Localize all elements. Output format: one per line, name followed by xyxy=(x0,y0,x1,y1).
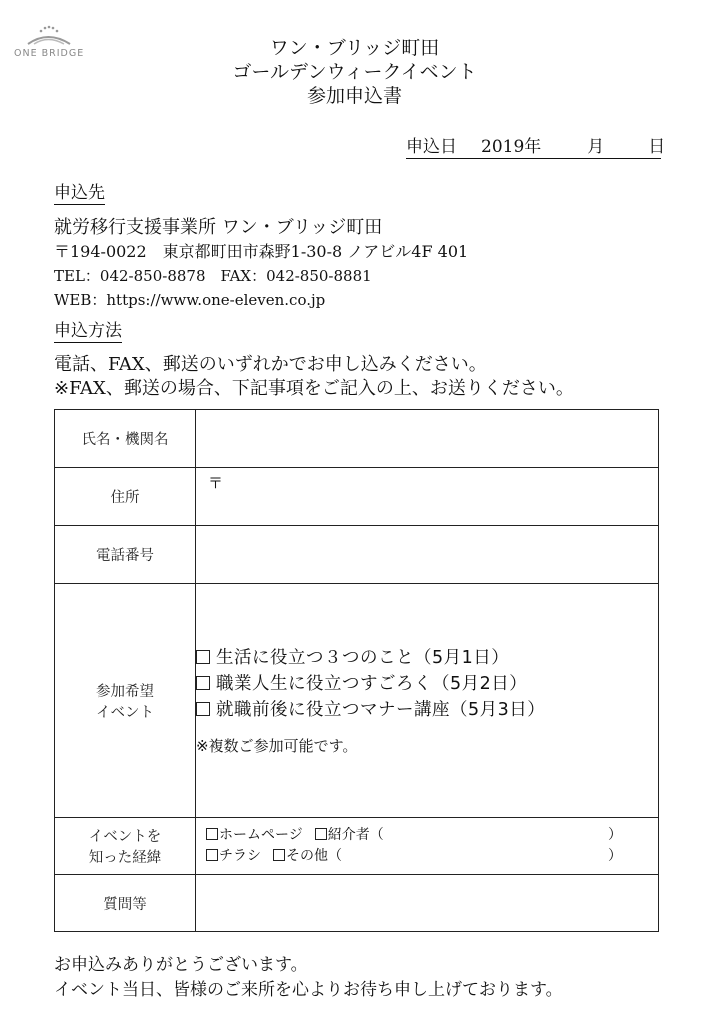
destination-address: 〒194-0022 東京都町田市森野1-30-8 ノアビル4F 401 xyxy=(54,242,469,261)
application-form-table xyxy=(54,409,659,932)
footer-line-2: イベント当日、皆様のご来所を心よりお待ち申し上げております。 xyxy=(54,980,563,1000)
source-row-1 xyxy=(196,825,658,846)
checkbox-flyer[interactable] xyxy=(206,849,218,861)
application-date xyxy=(406,132,666,159)
destination-tel-fax: TEL：042-850-8878 FAX：042-850-8881 xyxy=(54,267,372,285)
source-label-line-1: イベントを xyxy=(88,829,162,845)
method-line-1: 電話、FAX、郵送のいずれかでお申し込みください。 xyxy=(54,354,487,375)
events-cell xyxy=(196,584,659,818)
questions-field[interactable] xyxy=(196,875,659,932)
form-row-name xyxy=(55,410,659,468)
destination-name: 就労移行支援事業所 ワン・ブリッジ町田 xyxy=(54,217,383,238)
checkbox[interactable] xyxy=(196,702,210,716)
source-cell xyxy=(196,818,659,875)
events-note: ※複数ご参加可能です。 xyxy=(196,737,358,755)
phone-field[interactable] xyxy=(196,526,659,584)
source-label-line-2: 知った経緯 xyxy=(88,850,162,866)
form-row-questions xyxy=(55,875,659,932)
source-other: その他（ xyxy=(286,848,342,864)
source-row-2 xyxy=(196,846,658,867)
date-label: 申込日 xyxy=(406,137,457,157)
title-line-2: ゴールデンウィークイベント xyxy=(232,61,477,83)
form-row-source xyxy=(55,818,659,875)
event-option-2[interactable]: 職業人生に役立つすごろく（5月2日） xyxy=(196,671,658,697)
destination-heading: 申込先 xyxy=(54,183,105,203)
source-homepage: ホームページ xyxy=(219,827,303,843)
title-line-3: 参加申込書 xyxy=(306,85,402,107)
method-line-2: ※FAX、郵送の場合、下記事項をご記入の上、お送りください。 xyxy=(54,378,574,399)
name-field[interactable] xyxy=(196,410,659,468)
source-referrer: 紹介者（ xyxy=(327,827,384,843)
phone-label: 電話番号 xyxy=(55,526,196,584)
name-label: 氏名・機関名 xyxy=(55,410,196,468)
event-label xyxy=(55,584,196,818)
footer-line-1: お申込みありがとうございます。 xyxy=(54,955,308,975)
date-year: 2019年 xyxy=(481,137,542,157)
questions-label: 質問等 xyxy=(55,875,196,932)
form-row-events xyxy=(55,584,659,818)
event-option-1[interactable]: 生活に役立つ３つのこと（5月1日） xyxy=(196,645,658,671)
checkbox[interactable] xyxy=(196,650,210,664)
title-line-1: ワン・ブリッジ町田 xyxy=(269,37,440,59)
source-flyer: チラシ xyxy=(219,848,261,864)
form-row-address xyxy=(55,468,659,526)
logo-text: ONE BRIDGE xyxy=(14,48,85,59)
postal-mark: 〒 xyxy=(208,474,224,492)
source-label xyxy=(55,818,196,875)
destination-web: WEB：https://www.one-eleven.co.jp xyxy=(54,291,326,309)
date-day: 日 xyxy=(648,137,666,157)
address-label: 住所 xyxy=(55,468,196,526)
checkbox[interactable] xyxy=(196,676,210,690)
form-row-phone xyxy=(55,526,659,584)
event-option-3[interactable]: 就職前後に役立つマナー講座（5月3日） xyxy=(196,697,658,723)
close-paren: ） xyxy=(608,827,622,843)
date-month: 月 xyxy=(587,137,605,157)
checkbox-homepage[interactable] xyxy=(206,828,218,840)
address-field[interactable] xyxy=(196,468,659,526)
checkbox-other[interactable] xyxy=(273,849,285,861)
method-heading: 申込方法 xyxy=(54,321,122,341)
event-label-line-1: 参加希望 xyxy=(96,683,154,700)
checkbox-referrer[interactable] xyxy=(315,828,327,840)
close-paren: ） xyxy=(608,848,622,864)
event-label-line-2: イベント xyxy=(96,704,154,721)
